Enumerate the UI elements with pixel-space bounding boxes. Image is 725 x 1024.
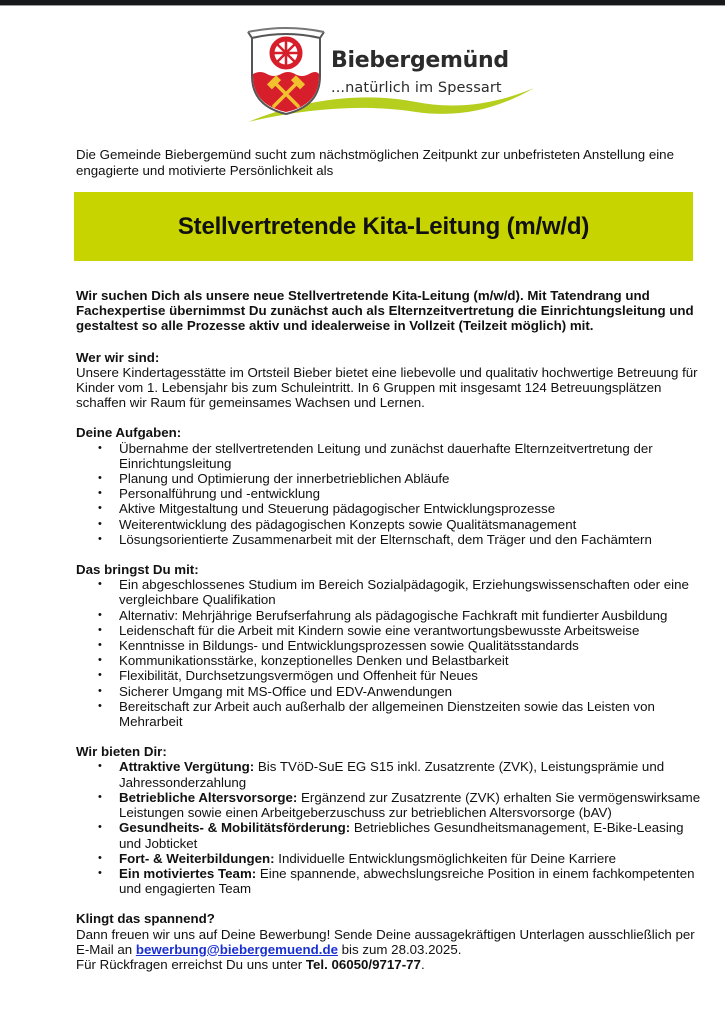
offer-text: Ergänzend zur Zusatzrente (ZVK) erhalten Sie vermögenswirksame Leistungen sowie einen Arbeitgeberzuschuss zur betrieblichen Altersvorsorge (bAV) xyxy=(119,789,701,821)
bullet-icon: • xyxy=(98,684,102,697)
section-heading: Wir bieten Dir: xyxy=(76,744,167,760)
list-item xyxy=(76,486,701,501)
list-item-text: Lösungsorientierte Zusammenarbeit mit der Elternschaft, dem Träger und den Fachämtern xyxy=(119,531,652,547)
list-item xyxy=(76,820,701,850)
list-item xyxy=(76,623,701,638)
bullet-icon: • xyxy=(98,866,102,879)
job-title: Stellvertretende Kita-Leitung (m/w/d) xyxy=(177,212,590,240)
section-heading: Klingt das spannend? xyxy=(76,911,215,927)
offer-title: Betriebliche Altersvorsorge: xyxy=(119,789,298,805)
bullet-icon: • xyxy=(98,639,102,652)
list-item-text: Weiterentwicklung des pädagogischen Konzepts sowie Qualitätsmanagement xyxy=(119,516,577,532)
bullet-icon: • xyxy=(98,502,102,515)
brand-name: Biebergemünd xyxy=(331,48,509,73)
list-item xyxy=(76,517,701,532)
bullet-icon: • xyxy=(98,608,102,621)
list-item xyxy=(76,759,701,789)
list-item xyxy=(76,532,701,547)
bullet-icon: • xyxy=(98,532,102,545)
contact-text xyxy=(76,927,701,973)
list-item xyxy=(76,668,701,683)
offers-list xyxy=(76,759,701,896)
list-item-text: Sicherer Umgang mit MS-Office und EDV-Anwendungen xyxy=(119,683,453,699)
offer-title: Ein motiviertes Team: xyxy=(119,865,257,881)
bullet-icon: • xyxy=(98,669,102,682)
list-item-text: Leidenschaft für die Arbeit mit Kindern sowie eine verantwortungsbewusste Arbeitsweise xyxy=(119,622,640,638)
bullet-icon: • xyxy=(98,699,102,712)
list-item-text: Bereitschaft zur Arbeit auch außerhalb der allgemeinen Dienstzeiten sowie das Leisten von Mehrarbeit xyxy=(119,698,655,730)
lead-paragraph: Wir suchen Dich als unsere neue Stellvertretende Kita-Leitung (m/w/d). Mit Tatendrang und Fachexpertise übernimmst Du zunächst auch als Elternzeitvertretung die Einrichtungsleitung und gestaltest so alle Prozesse aktiv und idealerweise in Vollzeit (Teilzeit möglich) mit. xyxy=(76,288,694,334)
section-heading: Deine Aufgaben: xyxy=(76,425,182,441)
offer-title: Attraktive Vergütung: xyxy=(119,759,255,775)
list-item-text: Aktive Mitgestaltung und Steuerung pädagogischer Entwicklungsprozesse xyxy=(119,501,556,517)
bullet-icon: • xyxy=(98,472,102,485)
list-item xyxy=(76,441,701,471)
punctuation: . xyxy=(420,956,425,972)
phone-number: Tel. 06050/9717-77 xyxy=(305,956,421,972)
list-item-text: Personalführung und -entwicklung xyxy=(119,486,321,502)
coat-of-arms-icon xyxy=(246,26,326,118)
bullet-icon: • xyxy=(98,487,102,500)
bullet-icon: • xyxy=(98,623,102,636)
section-offers xyxy=(76,744,701,896)
offer-text: Bis TVöD-SuE EG S15 inkl. Zusatzrente (ZVK), Leistungsprämie und Jahressonderzahlung xyxy=(119,759,665,790)
intro-text: Die Gemeinde Biebergemünd sucht zum nächstmöglichen Zeitpunkt zur unbefristeten Anstellung eine engagierte und motivierte Persönlichkeit als xyxy=(76,147,674,178)
section-tasks xyxy=(76,425,701,547)
offer-text: Individuelle Entwicklungsmöglichkeiten für Deine Karriere xyxy=(274,850,617,866)
list-item-text: Planung und Optimierung der innerbetrieblichen Abläufe xyxy=(119,471,450,487)
bullet-icon: • xyxy=(98,760,102,773)
list-item xyxy=(76,866,701,896)
offer-text: Eine spannende, abwechslungsreiche Position in einem fachkompetenten und engagierten Team xyxy=(119,865,695,897)
offer-title: Fort- & Weiterbildungen: xyxy=(119,850,275,866)
list-item xyxy=(76,653,701,668)
tasks-list xyxy=(76,441,701,547)
contact-line: Für Rückfragen erreichst Du uns unter xyxy=(76,956,306,972)
bullet-icon: • xyxy=(98,441,102,454)
list-item xyxy=(76,471,701,486)
list-item xyxy=(76,638,701,653)
offer-title: Gesundheits- & Mobilitätsförderung: xyxy=(119,820,351,836)
list-item xyxy=(76,501,701,516)
job-description xyxy=(76,288,701,987)
list-item xyxy=(76,699,701,729)
section-heading: Das bringst Du mit: xyxy=(76,562,199,578)
list-item-text: Kenntnisse in Bildungs- und Entwicklungsprozessen sowie Qualitätsstandards xyxy=(119,638,579,654)
requirements-list xyxy=(76,577,701,729)
bullet-icon: • xyxy=(98,517,102,530)
list-item-text: Alternativ: Mehrjährige Berufserfahrung als pädagogische Fachkraft mit fundierter Ausbildung xyxy=(119,607,668,623)
list-item xyxy=(76,790,701,820)
section-requirements xyxy=(76,562,701,729)
bullet-icon: • xyxy=(98,654,102,667)
list-item xyxy=(76,684,701,699)
list-item xyxy=(76,608,701,623)
deadline-text: bis zum 28.03.2025. xyxy=(337,941,462,957)
section-about xyxy=(76,350,701,411)
list-item-text: Flexibilität, Durchsetzungsvermögen und Offenheit für Neues xyxy=(119,668,478,684)
municipality-logo xyxy=(246,26,536,121)
brand-tagline: ...natürlich im Spessart xyxy=(331,80,502,96)
offer-text: Betriebliches Gesundheitsmanagement, E-Bike-Leasing und Jobticket xyxy=(119,820,684,851)
list-item xyxy=(76,851,701,866)
bullet-icon: • xyxy=(98,821,102,834)
list-item-text: Übernahme der stellvertretenden Leitung und zunächst dauerhafte Elternzeitvertretung der Einrichtungsleitung xyxy=(119,440,653,471)
section-heading: Wer wir sind: xyxy=(76,349,160,365)
email-link[interactable]: bewerbung@biebergemuend.de xyxy=(135,941,338,957)
job-title-banner xyxy=(74,192,693,261)
bullet-icon: • xyxy=(98,578,102,591)
section-contact xyxy=(76,911,701,972)
bullet-icon: • xyxy=(98,851,102,864)
contact-line: Dann freuen wir uns auf Deine Bewerbung! Sende Deine aussagekräftigen Unterlagen ausschließlich per E-Mail an xyxy=(76,926,695,957)
list-item-text: Ein abgeschlossenes Studium im Bereich Sozialpädagogik, Erziehungswissenschaften oder eine vergleichbare Qualifikation xyxy=(119,577,689,608)
list-item xyxy=(76,577,701,607)
about-text: Unsere Kindertagesstätte im Ortsteil Bieber bietet eine liebevolle und qualitativ hochwertige Betreuung für Kinder vom 1. Lebensjahr bis zum Schuleintritt. In 6 Gruppen mit insgesamt 124 Betreuungsplätzen schaffen wir Raum für gemeinsames Wachsen und Lernen. xyxy=(76,364,698,411)
bullet-icon: • xyxy=(98,790,102,803)
list-item-text: Kommunikationsstärke, konzeptionelles Denken und Belastbarkeit xyxy=(119,653,509,669)
top-bar xyxy=(0,0,725,6)
